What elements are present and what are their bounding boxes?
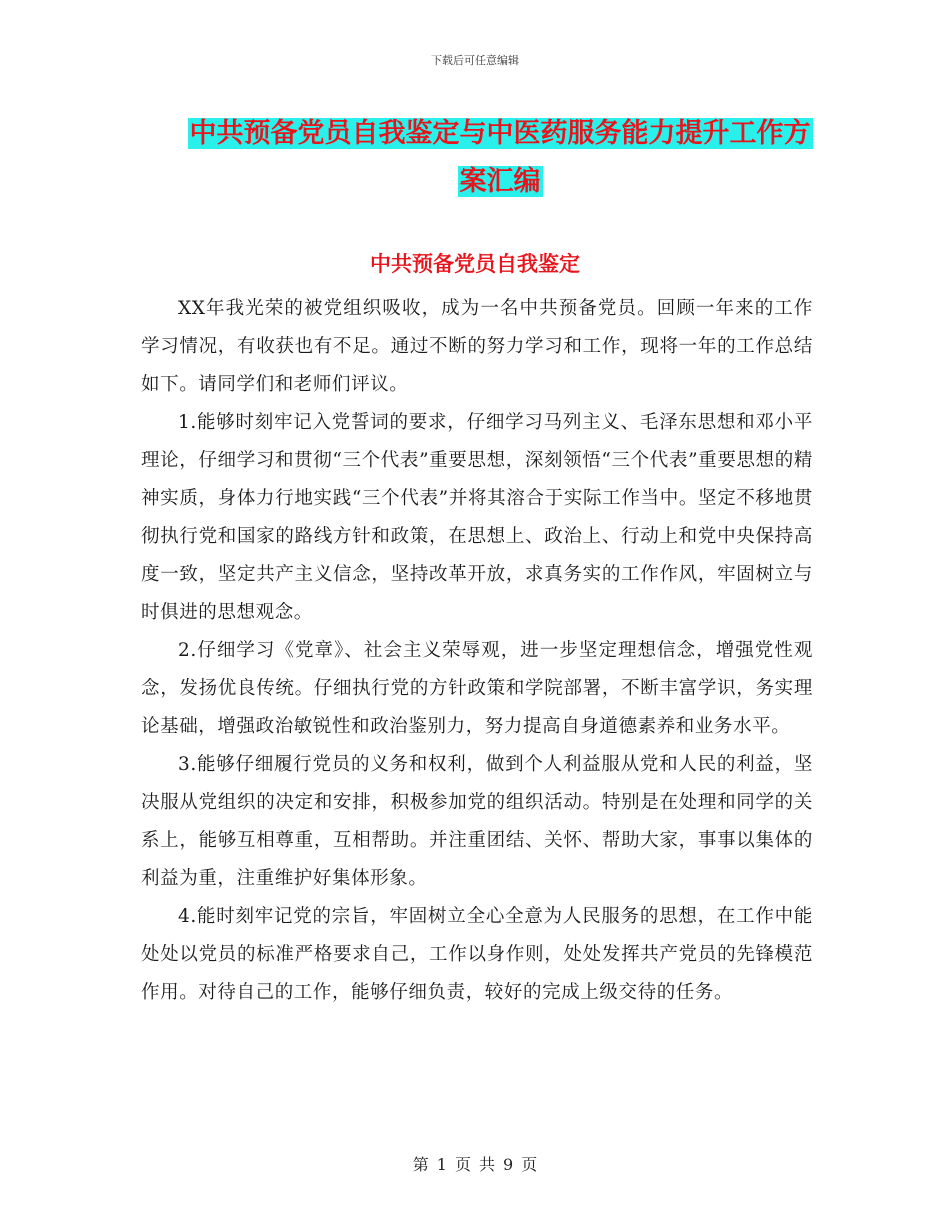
document-title-line2: 案汇编 xyxy=(459,166,541,197)
footer-page-label: 页 xyxy=(454,1155,471,1174)
page-header-note: 下载后可任意编辑 xyxy=(431,54,519,67)
section-title: 中共预备党员自我鉴定 xyxy=(370,252,580,276)
paragraph-3: 3.能够仔细履行党员的义务和权利，做到个人利益服从党和人民的利益，坚决服从党组织的决定和安排，积极参加党的组织活动。特别是在处理和同学的关系上，能够互相尊重，互相帮助。并注重团结、关怀、帮助大家，事事以集体的利益为重，注重维护好集体形象。 xyxy=(141,754,813,889)
footer-prefix: 第 xyxy=(412,1155,429,1174)
paragraph-4: 4.能时刻牢记党的宗旨，牢固树立全心全意为人民服务的思想，在工作中能处处以党员的标准严格要求自己，工作以身作则，处处发挥共产党员的先锋模范作用。对待自己的工作，能够仔细负责，较好的完成上级交待的任务。 xyxy=(141,906,813,1003)
document-title-line1: 中共预备党员自我鉴定与中医药服务能力提升工作方 xyxy=(189,118,811,149)
footer-page-number: 1 xyxy=(436,1155,447,1174)
footer-suffix: 页 xyxy=(521,1155,538,1174)
page-footer xyxy=(0,1152,950,1175)
document-title xyxy=(180,110,820,206)
paragraph-2: 2.仔细学习《党章》、社会主义荣辱观，进一步坚定理想信念，增强党性观念，发扬优良传统。仔细执行党的方针政策和学院部署，不断丰富学识，务实理论基础，增强政治敏锐性和政治鉴别力，努力提高自身道德素养和业务水平。 xyxy=(141,640,813,737)
paragraph-1: 1.能够时刻牢记入党誓词的要求，仔细学习马列主义、毛泽东思想和邓小平理论，仔细学习和贯彻“三个代表”重要思想，深刻领悟“三个代表”重要思想的精神实质，身体力行地实践“三个代表”并将其溶合于实际工作当中。坚定不移地贯彻执行党和国家的路线方针和政策，在思想上、政治上、行动上和党中央保持高度一致，坚定共产主义信念，坚持改革开放，求真务实的工作作风，牢固树立与时俱进的思想观念。 xyxy=(141,412,813,623)
paragraph-intro: XX年我光荣的被党组织吸收，成为一名中共预备党员。回顾一年来的工作学习情况，有收获也有不足。通过不断的努力学习和工作，现将一年的工作总结如下。请同学们和老师们评议。 xyxy=(141,298,813,395)
body-text xyxy=(141,290,813,1012)
footer-total-label: 共 xyxy=(479,1155,496,1174)
footer-total-pages: 9 xyxy=(503,1155,514,1174)
